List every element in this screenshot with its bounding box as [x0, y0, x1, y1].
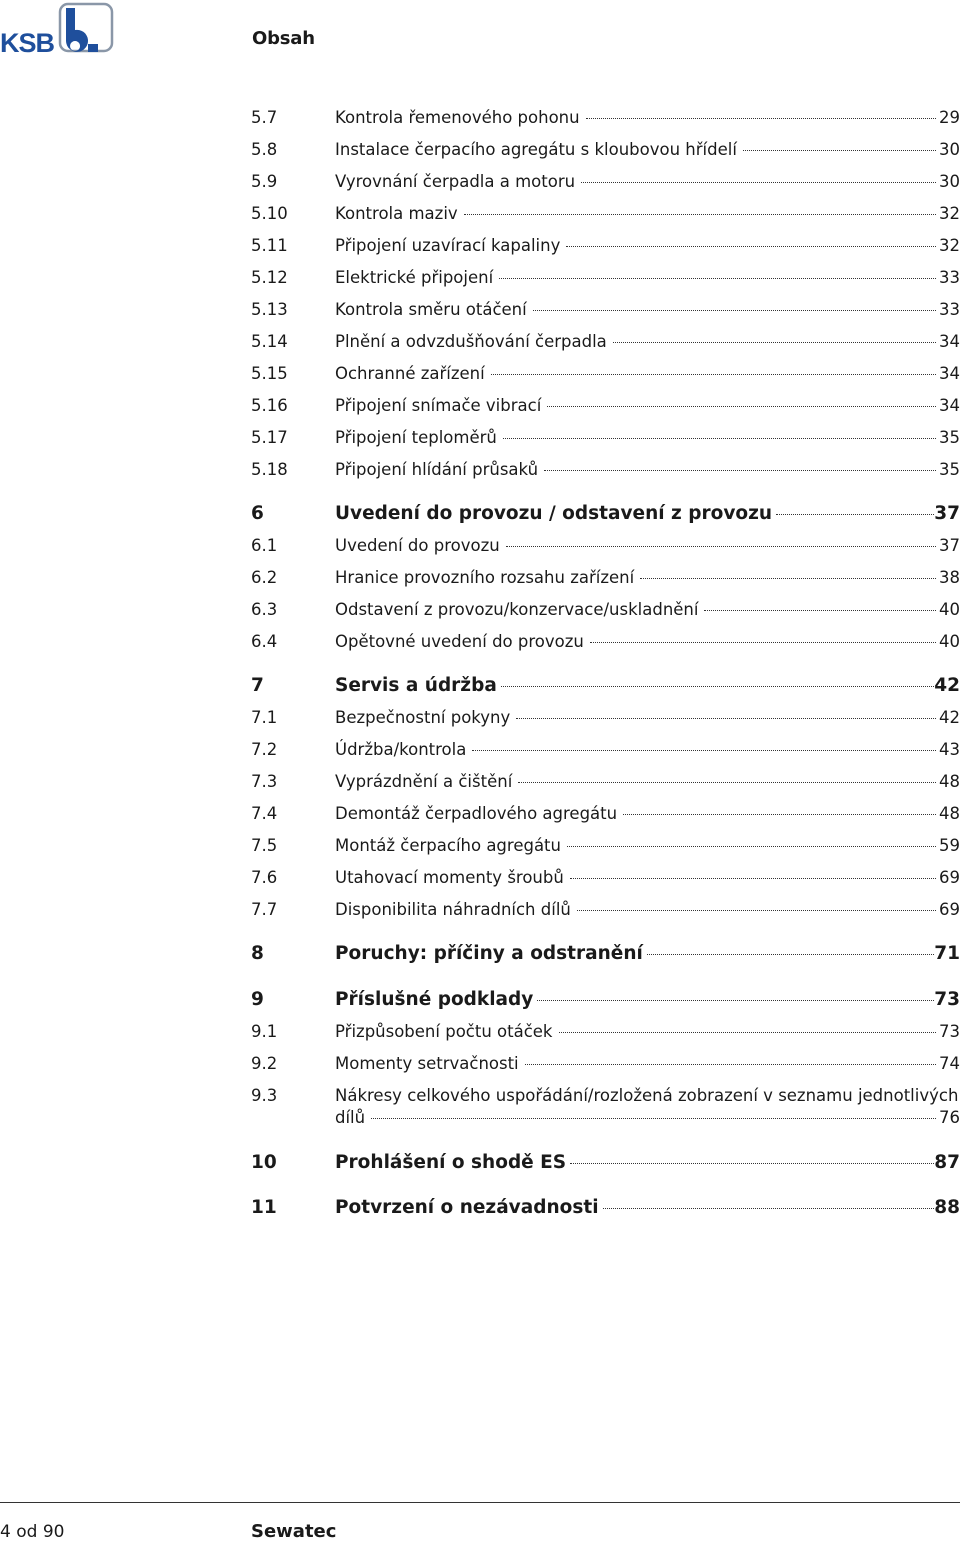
toc-number: 7.6	[251, 868, 278, 887]
toc-section-entry[interactable]	[251, 771, 960, 793]
toc-leader-dots	[567, 846, 936, 847]
toc-leader-dots	[566, 246, 936, 247]
toc-title: Utahovací momenty šroubů	[335, 868, 564, 887]
toc-number: 5.7	[251, 108, 278, 127]
toc-page-number: 71	[934, 943, 960, 964]
toc-leader-dots	[590, 642, 936, 643]
toc-leader-dots	[623, 814, 936, 815]
toc-leader-dots	[544, 470, 936, 471]
toc-leader-dots	[704, 610, 936, 611]
toc-leader-dots	[499, 278, 936, 279]
toc-leader-dots	[570, 878, 936, 879]
toc-number: 5.8	[251, 140, 278, 159]
toc-number: 6.4	[251, 632, 278, 651]
toc-page-number: 34	[939, 364, 960, 383]
toc-section-entry-continuation[interactable]	[251, 1107, 960, 1129]
toc-title: Instalace čerpacího agregátu s kloubovou hřídelí	[335, 140, 737, 159]
toc-leader-dots	[371, 1118, 936, 1119]
toc-number: 6.1	[251, 536, 278, 555]
toc-number: 5.13	[251, 300, 288, 319]
footer-page-number: 4 od 90	[0, 1522, 65, 1542]
toc-chapter-entry[interactable]	[251, 1151, 960, 1175]
toc-page-number: 29	[939, 108, 960, 127]
toc-number: 6.3	[251, 600, 278, 619]
toc-page-number: 35	[939, 428, 960, 447]
toc-page-number: 59	[939, 836, 960, 855]
toc-title: Disponibilita náhradních dílů	[335, 900, 571, 919]
toc-number: 9	[251, 989, 264, 1010]
toc-title: Uvedení do provozu / odstavení z provozu	[335, 503, 773, 524]
toc-section-entry[interactable]	[251, 107, 960, 129]
toc-leader-dots	[647, 954, 934, 955]
toc-section-entry[interactable]	[251, 899, 960, 921]
toc-title: Opětovné uvedení do provozu	[335, 632, 584, 651]
toc-title: Vyrovnání čerpadla a motoru	[335, 172, 576, 191]
toc-page-number: 43	[939, 740, 960, 759]
toc-leader-dots	[743, 150, 936, 151]
toc-leader-dots	[537, 1000, 934, 1001]
svg-text:KSB: KSB	[0, 28, 55, 54]
toc-number: 11	[251, 1197, 277, 1218]
toc-section-entry[interactable]	[251, 835, 960, 857]
toc-title: Připojení uzavírací kapaliny	[335, 236, 561, 255]
toc-chapter-entry[interactable]	[251, 674, 960, 698]
footer-product-name: Sewatec	[251, 1521, 337, 1542]
toc-section-entry[interactable]	[251, 1021, 960, 1043]
toc-section-entry[interactable]	[251, 803, 960, 825]
toc-leader-dots	[501, 686, 934, 687]
toc-section-entry[interactable]	[251, 363, 960, 385]
toc-page-number: 69	[939, 900, 960, 919]
toc-number: 5.14	[251, 332, 288, 351]
toc-number: 6	[251, 503, 264, 524]
toc-number: 9.3	[251, 1086, 278, 1105]
toc-number: 7	[251, 675, 264, 696]
toc-page-number: 40	[939, 600, 960, 619]
toc-number: 5.18	[251, 460, 288, 479]
toc-section-entry[interactable]	[251, 1053, 960, 1075]
toc-page-number: 69	[939, 868, 960, 887]
toc-page-number: 73	[934, 989, 960, 1010]
toc-section-entry[interactable]	[251, 139, 960, 161]
toc-title: Příslušné podklady	[335, 989, 534, 1010]
toc-page-number: 87	[934, 1152, 960, 1173]
toc-section-entry[interactable]	[251, 459, 960, 481]
toc-page-number: 76	[939, 1108, 960, 1127]
toc-number: 9.1	[251, 1022, 278, 1041]
toc-page-number: 88	[934, 1197, 960, 1218]
toc-number: 7.7	[251, 900, 278, 919]
toc-leader-dots	[613, 342, 936, 343]
toc-leader-dots	[581, 182, 936, 183]
toc-number: 9.2	[251, 1054, 278, 1073]
toc-title: Kontrola maziv	[335, 204, 458, 223]
toc-page-number: 34	[939, 396, 960, 415]
toc-page-number: 32	[939, 236, 960, 255]
toc-title: Plnění a odvzdušňování čerpadla	[335, 332, 607, 351]
toc-page-number: 37	[934, 503, 960, 524]
toc-page-number: 32	[939, 204, 960, 223]
toc-section-entry[interactable]	[251, 203, 960, 225]
toc-title: Servis a údržba	[335, 675, 497, 696]
toc-chapter-entry[interactable]	[251, 988, 960, 1012]
footer-divider	[0, 1502, 960, 1503]
toc-section-entry[interactable]	[251, 171, 960, 193]
toc-page-number: 38	[939, 568, 960, 587]
toc-leader-dots	[547, 406, 936, 407]
toc-number: 5.12	[251, 268, 288, 287]
toc-section-entry[interactable]	[251, 331, 960, 353]
toc-page-number: 73	[939, 1022, 960, 1041]
toc-number: 5.9	[251, 172, 278, 191]
toc-section-entry[interactable]	[251, 267, 960, 289]
toc-leader-dots	[491, 374, 936, 375]
toc-section-entry[interactable]	[251, 707, 960, 729]
toc-leader-dots	[503, 438, 936, 439]
toc-number: 5.17	[251, 428, 288, 447]
toc-number: 10	[251, 1152, 277, 1173]
toc-title: Připojení snímače vibrací	[335, 396, 542, 415]
toc-section-entry[interactable]	[251, 631, 960, 653]
toc-title: Připojení teploměrů	[335, 428, 497, 447]
toc-title: Potvrzení o nezávadnosti	[335, 1197, 599, 1218]
toc-leader-dots	[533, 310, 936, 311]
toc-title: Odstavení z provozu/konzervace/uskladnění	[335, 600, 699, 619]
toc-title: Ochranné zařízení	[335, 364, 485, 383]
toc-number: 7.2	[251, 740, 278, 759]
toc-title: Bezpečnostní pokyny	[335, 708, 511, 727]
toc-title: Nákresy celkového uspořádání/rozložená zobrazení v seznamu jednotlivých	[335, 1086, 959, 1105]
toc-page-number: 35	[939, 460, 960, 479]
toc-leader-dots	[464, 214, 936, 215]
toc-page-number: 40	[939, 632, 960, 651]
toc-leader-dots	[570, 1163, 934, 1164]
toc-title: Kontrola řemenového pohonu	[335, 108, 580, 127]
toc-title: Uvedení do provozu	[335, 536, 500, 555]
toc-leader-dots	[506, 546, 936, 547]
toc-leader-dots	[516, 718, 936, 719]
toc-section-entry[interactable]	[251, 535, 960, 557]
toc-title: Připojení hlídání průsaků	[335, 460, 539, 479]
toc-page-number: 42	[939, 708, 960, 727]
toc-leader-dots	[603, 1208, 935, 1209]
toc-section-entry[interactable]	[251, 599, 960, 621]
toc-section-entry[interactable]	[251, 427, 960, 449]
toc-section-entry[interactable]	[251, 1085, 960, 1107]
toc-page-number: 30	[939, 140, 960, 159]
toc-leader-dots	[472, 750, 936, 751]
toc-title: Momenty setrvačnosti	[335, 1054, 519, 1073]
toc-number: 7.5	[251, 836, 278, 855]
toc-title: Poruchy: příčiny a odstranění	[335, 943, 643, 964]
toc-section-entry[interactable]	[251, 235, 960, 257]
toc-title: Hranice provozního rozsahu zařízení	[335, 568, 635, 587]
toc-number: 6.2	[251, 568, 278, 587]
toc-leader-dots	[559, 1032, 937, 1033]
toc-page-number: 42	[934, 675, 960, 696]
toc-leader-dots	[518, 782, 936, 783]
toc-number: 7.4	[251, 804, 278, 823]
toc-page-number: 34	[939, 332, 960, 351]
toc-title: Údržba/kontrola	[335, 740, 467, 759]
toc-leader-dots	[586, 118, 936, 119]
header-title: Obsah	[252, 28, 315, 49]
toc-number: 7.1	[251, 708, 278, 727]
toc-number: 7.3	[251, 772, 278, 791]
toc-chapter-entry[interactable]	[251, 502, 960, 526]
toc-section-entry[interactable]	[251, 299, 960, 321]
toc-number: 5.15	[251, 364, 288, 383]
toc-title: Přizpůsobení počtu otáček	[335, 1022, 553, 1041]
toc-page-number: 37	[939, 536, 960, 555]
toc-section-entry[interactable]	[251, 739, 960, 761]
toc-page-number: 33	[939, 268, 960, 287]
toc-leader-dots	[525, 1064, 936, 1065]
toc-number: 5.16	[251, 396, 288, 415]
toc-leader-dots	[577, 910, 936, 911]
ksb-logo	[0, 2, 115, 54]
toc-page-number: 33	[939, 300, 960, 319]
toc-title: Elektrické připojení	[335, 268, 494, 287]
toc-title: Kontrola směru otáčení	[335, 300, 527, 319]
toc-chapter-entry[interactable]	[251, 1196, 960, 1220]
toc-title: Vyprázdnění a čištění	[335, 772, 513, 791]
toc-title: Demontáž čerpadlového agregátu	[335, 804, 618, 823]
toc-page-number: 48	[939, 804, 960, 823]
toc-page-number: 30	[939, 172, 960, 191]
toc-leader-dots	[640, 578, 936, 579]
toc-section-entry[interactable]	[251, 395, 960, 417]
toc-section-entry[interactable]	[251, 567, 960, 589]
toc-title-continuation: dílů	[335, 1108, 366, 1127]
toc-section-entry[interactable]	[251, 867, 960, 889]
toc-number: 5.10	[251, 204, 288, 223]
toc-title: Montáž čerpacího agregátu	[335, 836, 561, 855]
toc-page-number: 48	[939, 772, 960, 791]
toc-chapter-entry[interactable]	[251, 942, 960, 966]
toc-number: 8	[251, 943, 264, 964]
toc-leader-dots	[776, 514, 934, 515]
toc-title: Prohlášení o shodě ES	[335, 1152, 567, 1173]
toc-number: 5.11	[251, 236, 288, 255]
toc-page-number: 74	[939, 1054, 960, 1073]
